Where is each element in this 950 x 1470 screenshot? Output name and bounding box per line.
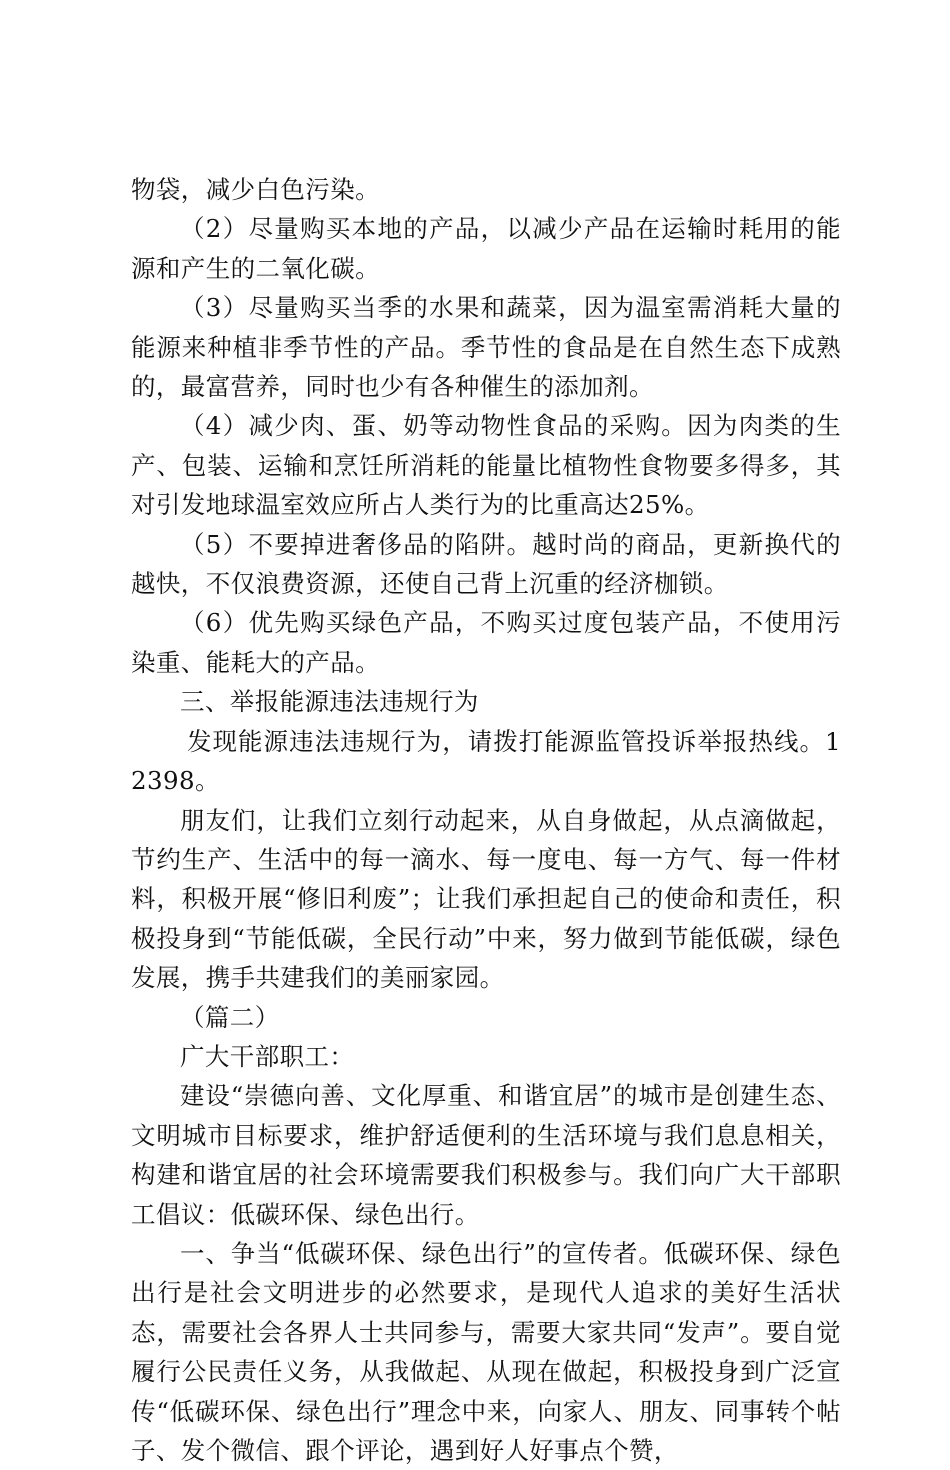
document-body — [131, 170, 841, 1470]
paragraph-proposal: 建设“崇德向善、文化厚重、和谐宜居”的城市是创建生态、文明城市目标要求，维护舒适便利的生活环境与我们息息相关，构建和谐宜居的社会环境需要我们积极参与。我们向广大干部职工倡议：低碳环保、绿色出行。 — [131, 1081, 841, 1229]
salutation: 广大干部职工： — [180, 1041, 355, 1071]
paragraph-item-3: （3）尽量购买当季的水果和蔬菜，因为温室需消耗大量的能源来种植非季节性的产品。季节性的食品是在自然生态下成熟的，最富营养，同时也少有各种催生的添加剂。 — [131, 293, 841, 402]
paragraph-call-to-action: 朋友们，让我们立刻行动起来，从自身做起，从点滴做起，节约生产、生活中的每一滴水、每一度电、每一方气、每一件材料，积极开展“修旧利废”；让我们承担起自己的使命和责任，积极投身到“节能低碳，全民行动”中来，努力做到节能低碳，绿色发展，携手共建我们的美丽家园。 — [131, 805, 841, 993]
paragraph-advocate: 一、争当“低碳环保、绿色出行”的宣传者。低碳环保、绿色出行是社会文明进步的必然要求，是现代人追求的美好生活状态，需要社会各界人士共同参与，需要大家共同“发声”。要自觉履行公民责任义务，从我做起、从现在做起，积极投身到广泛宣传“低碳环保、绿色出行”理念中来，向家人、朋友、同事转个帖子、发个微信、跟个评论，遇到好人好事点个赞， — [131, 1238, 841, 1465]
section-heading-report: 三、举报能源违法违规行为 — [180, 687, 479, 717]
part-two-heading: （篇二） — [180, 1002, 280, 1032]
paragraph-item-2: （2）尽量购买本地的产品，以减少产品在运输时耗用的能源和产生的二氧化碳。 — [131, 214, 841, 283]
paragraph-item-4: （4）减少肉、蛋、奶等动物性食品的采购。因为肉类的生产、包装、运输和烹饪所消耗的能量比植物性食物要多得多，其对引发地球温室效应所占人类行为的比重高达25%。 — [131, 411, 841, 520]
paragraph-hotline: 发现能源违法违规行为，请拨打能源监管投诉举报热线。12398。 — [131, 726, 841, 796]
paragraph-plastic-bag: 物袋，减少白色污染。 — [131, 175, 380, 204]
paragraph-item-6: （6）优先购买绿色产品，不购买过度包装产品，不使用污染重、能耗大的产品。 — [131, 608, 841, 677]
paragraph-item-5: （5）不要掉进奢侈品的陷阱。越时尚的商品，更新换代的越快，不仅浪费资源，还使自己背上沉重的经济枷锁。 — [131, 529, 841, 599]
